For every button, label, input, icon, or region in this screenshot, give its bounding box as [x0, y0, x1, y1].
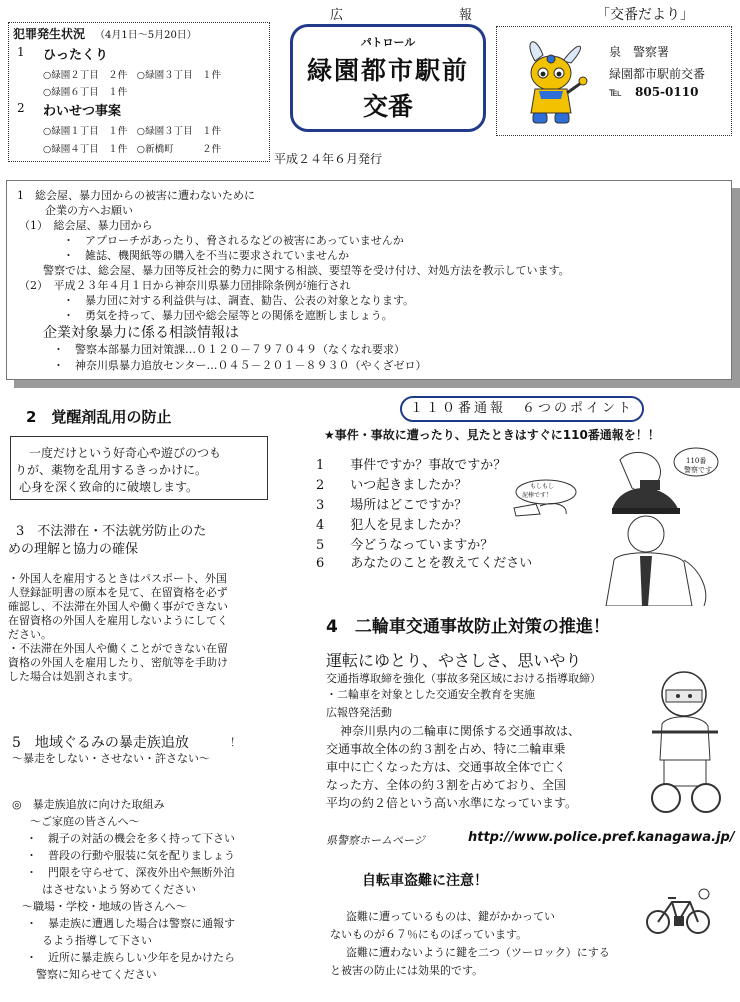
gang-line-1: ◎ 暴走族追放に向けた取組み [12, 798, 165, 811]
tel-icon: ℡ [609, 85, 622, 99]
org-consult-heading: 企業対象暴力に係る相談情報は [43, 325, 239, 341]
bicycle-line-1: 盗難に遭っているものは、鍵がかかってい [346, 910, 555, 923]
gang-line-2: ～ご家庭の皆さんへ～ [30, 815, 140, 828]
gang-line-9: るよう指導して下さい [42, 934, 152, 947]
drug-heading: 2 覚醒剤乱用の防止 [26, 408, 172, 426]
org-line-5: ・ 雑誌、機関紙等の購入を不当に要求されていませんか [63, 249, 349, 262]
org-line-12: ・ 神奈川県暴力追放センター…０４５－２０１－８９３０（やくざゼロ） [53, 359, 427, 372]
illegal-line-3: 確認し、不法滞在外国人や働く事ができない [8, 600, 228, 613]
p110-item-2: 2 いつ起きましたか？ [316, 478, 468, 493]
org-line-11: ・ 警察本部暴力団対策課…０１２０－７９７０４９（なくなれ要求） [53, 343, 405, 356]
police-officer-phone-illustration-icon [600, 440, 738, 606]
crime-item2-row2: ○緑園４丁目 １件 ○新橋町 ２件 [43, 144, 222, 155]
illegal-heading-2: めの理解と協力の確保 [8, 542, 139, 557]
p110-title-box [400, 396, 644, 422]
bike-para-4: なった方、全体の約３割を占めており、全国 [326, 778, 567, 792]
illegal-line-7: 資格の外国人を雇用したり、密航等を手助け [8, 656, 228, 669]
org-line-8: ・ 暴力団に対する利益供与は、調査、勧告、公表の対象となります。 [63, 294, 415, 307]
bicycle-line-3: 盗難に遭わないように鍵を二つ（ツーロック）にする [346, 946, 610, 959]
bubble-110b: 警察です [684, 466, 712, 474]
station-name: 泉 警察署 [609, 45, 670, 59]
bubble-caller: もしもし [530, 483, 555, 490]
gang-line-7: ～職場・学校・地域の皆さんへ～ [22, 900, 187, 913]
koban-title-line1: 緑園都市駅前 [306, 56, 469, 85]
crime-item1-row2: ○緑園６丁目 １件 [43, 87, 128, 98]
pipo-mascot-icon [505, 33, 597, 129]
org-line-3: （1） 総会屋、暴力団から [19, 219, 153, 232]
bubble-callerb: 泥棒です！ [522, 492, 553, 499]
bike-para-2: 交通事故全体の約３割を占め、特に二輪車乗 [326, 742, 566, 756]
koban-dayori-label: 「交番だより」 [596, 7, 694, 23]
gang-line-4: ・ 普段の行動や服装に気を配りましょう [26, 849, 235, 862]
org-crime-section [6, 180, 732, 380]
bike-slogan: 運転にゆとり、やさしさ、思いやり [326, 651, 582, 670]
illegal-line-2: 人登録証明書の原本を見て、在留資格を必ず [8, 586, 228, 599]
p110-lead: ★事件・事故に遭ったり、見たときはすぐに110番通報を！！ [324, 428, 660, 442]
gang-heading-mark: ！ [230, 736, 241, 749]
bicycle-line-2: ないものが６７％にものぼっています。 [330, 928, 528, 941]
web-url-link[interactable]: http://www.police.pref.kanagawa.jp/ [468, 830, 735, 845]
drug-line-3: 心身を深く致命的に破壊します。 [19, 480, 199, 494]
p110-item-1: 1 事件ですか？事故ですか？ [316, 458, 507, 473]
p110-item-6: 6 あなたのことを教えてください [316, 556, 533, 571]
bubble-110: 110番 [686, 457, 707, 465]
gang-line-3: ・ 親子の対話の機会を多く持って下さい [26, 832, 235, 845]
bike-para-5: 平均の約２倍という高い水準になっています。 [326, 796, 578, 810]
org-line-7: （2） 平成２３年４月１日から神奈川県暴力団排除条例が施行され [19, 279, 351, 292]
p110-title: １１０番通報 ６つのポイント [409, 401, 634, 416]
gang-line-10: ・ 近所に暴走族らしい少年を見かけたら [26, 951, 235, 964]
illegal-line-8: した場合は処罰されます。 [8, 670, 140, 683]
tel-number: 805-0110 [635, 85, 699, 99]
illegal-line-6: ・不法滞在外国人や働くことができない在留 [8, 642, 228, 655]
bicycle-line-4: と被害の防止には効果的です。 [330, 964, 484, 977]
crime-item2-num: 2 [17, 101, 25, 115]
illegal-line-1: ・外国人を雇用するときはパスポート、外国 [8, 572, 228, 585]
illegal-line-5: ださい。 [8, 628, 52, 641]
patrol-label: パトロール [360, 36, 416, 49]
drug-box [10, 436, 268, 500]
motorcycle-rider-illustration-icon [648, 668, 728, 818]
web-label: 県警察ホームページ [326, 834, 425, 847]
koban-name: 緑園都市駅前交番 [609, 67, 706, 81]
crime-status-box [8, 22, 270, 162]
drug-line-1: 一度だけという好奇心や遊びのつも [29, 446, 222, 460]
illegal-line-4: 在留資格の外国人を雇用しないようにしてく [8, 614, 228, 627]
bike-bullet-1: 交通指導取締を強化（事故多発区域における指導取締） [326, 672, 601, 685]
crime-item2-name: わいせつ事案 [43, 104, 122, 119]
gang-line-6: はさせないよう努めてください [42, 883, 196, 896]
bike-heading: 4 二輪車交通事故防止対策の推進！ [326, 617, 610, 637]
crime-item1-name: ひったくり [43, 48, 109, 63]
crime-item1-row1: ○緑園２丁目 ２件 ○緑園３丁目 １件 [43, 70, 222, 81]
crime-title: 犯罪発生状況 [13, 27, 86, 41]
gang-line-8: ・ 暴走族に遭遇した場合は警察に通報す [26, 917, 235, 930]
illegal-heading-1: 3 不法滞在・不法就労防止のた [16, 524, 207, 539]
gang-heading: 5 地域ぐるみの暴走族追放 [12, 735, 189, 751]
p110-item-4: 4 犯人を見ましたか？ [316, 518, 468, 533]
bike-para-1: 神奈川県内の二輪車に関係する交通事故は、 [340, 724, 581, 738]
bicycle-lock-icon [644, 886, 714, 936]
org-line-9: ・ 勇気を持って、暴力団や総会屋等との関係を遮断しましょう。 [63, 309, 393, 322]
crime-period: （4月1日～5月20日） [95, 30, 197, 41]
bike-bullet-3: 広報啓発活動 [326, 706, 392, 719]
koho-label: 広 報 [330, 8, 503, 23]
crime-item1-num: 1 [17, 45, 25, 59]
org-line-6: 警察では、総会屋、暴力団等反社会的勢力に関する相談、要望等を受け付け、対処方法を教示しています。 [43, 264, 570, 277]
crime-item2-row1: ○緑園１丁目 １件 ○緑園３丁目 １件 [43, 126, 222, 137]
gang-line-5: ・ 門限を守らせて、深夜外出や無断外泊 [26, 866, 235, 879]
koban-title-line2: 交番 [362, 92, 413, 121]
org-line-2: 企業の方へお願い [45, 204, 133, 217]
issue-date: 平成２４年６月発行 [274, 152, 383, 166]
drug-line-2: りが、薬物を乱用するきっかけに。 [15, 463, 208, 477]
org-line-1: 1 総会屋、暴力団からの被害に遭わないために [17, 189, 255, 202]
bike-para-3: 車中に亡くなった方は、交通事故全体で亡く [326, 760, 567, 774]
p110-item-5: 5 今どうなっていますか？ [316, 538, 494, 553]
bicycle-heading: 自転車盗難に注意！ [362, 873, 488, 889]
org-line-4: ・ アプローチがあったり、脅されるなどの被害にあっていませんか [63, 234, 404, 247]
p110-item-3: 3 場所はどこですか？ [316, 498, 468, 513]
gang-subheading: ～暴走をしない・させない・許さない～ [12, 752, 210, 765]
contact-box [496, 26, 732, 136]
bike-bullet-2: ・二輪車を対象とした交通安全教育を実施 [326, 688, 535, 701]
koban-title-box [290, 24, 486, 132]
gang-line-11: 警察に知らせてください [36, 968, 157, 981]
